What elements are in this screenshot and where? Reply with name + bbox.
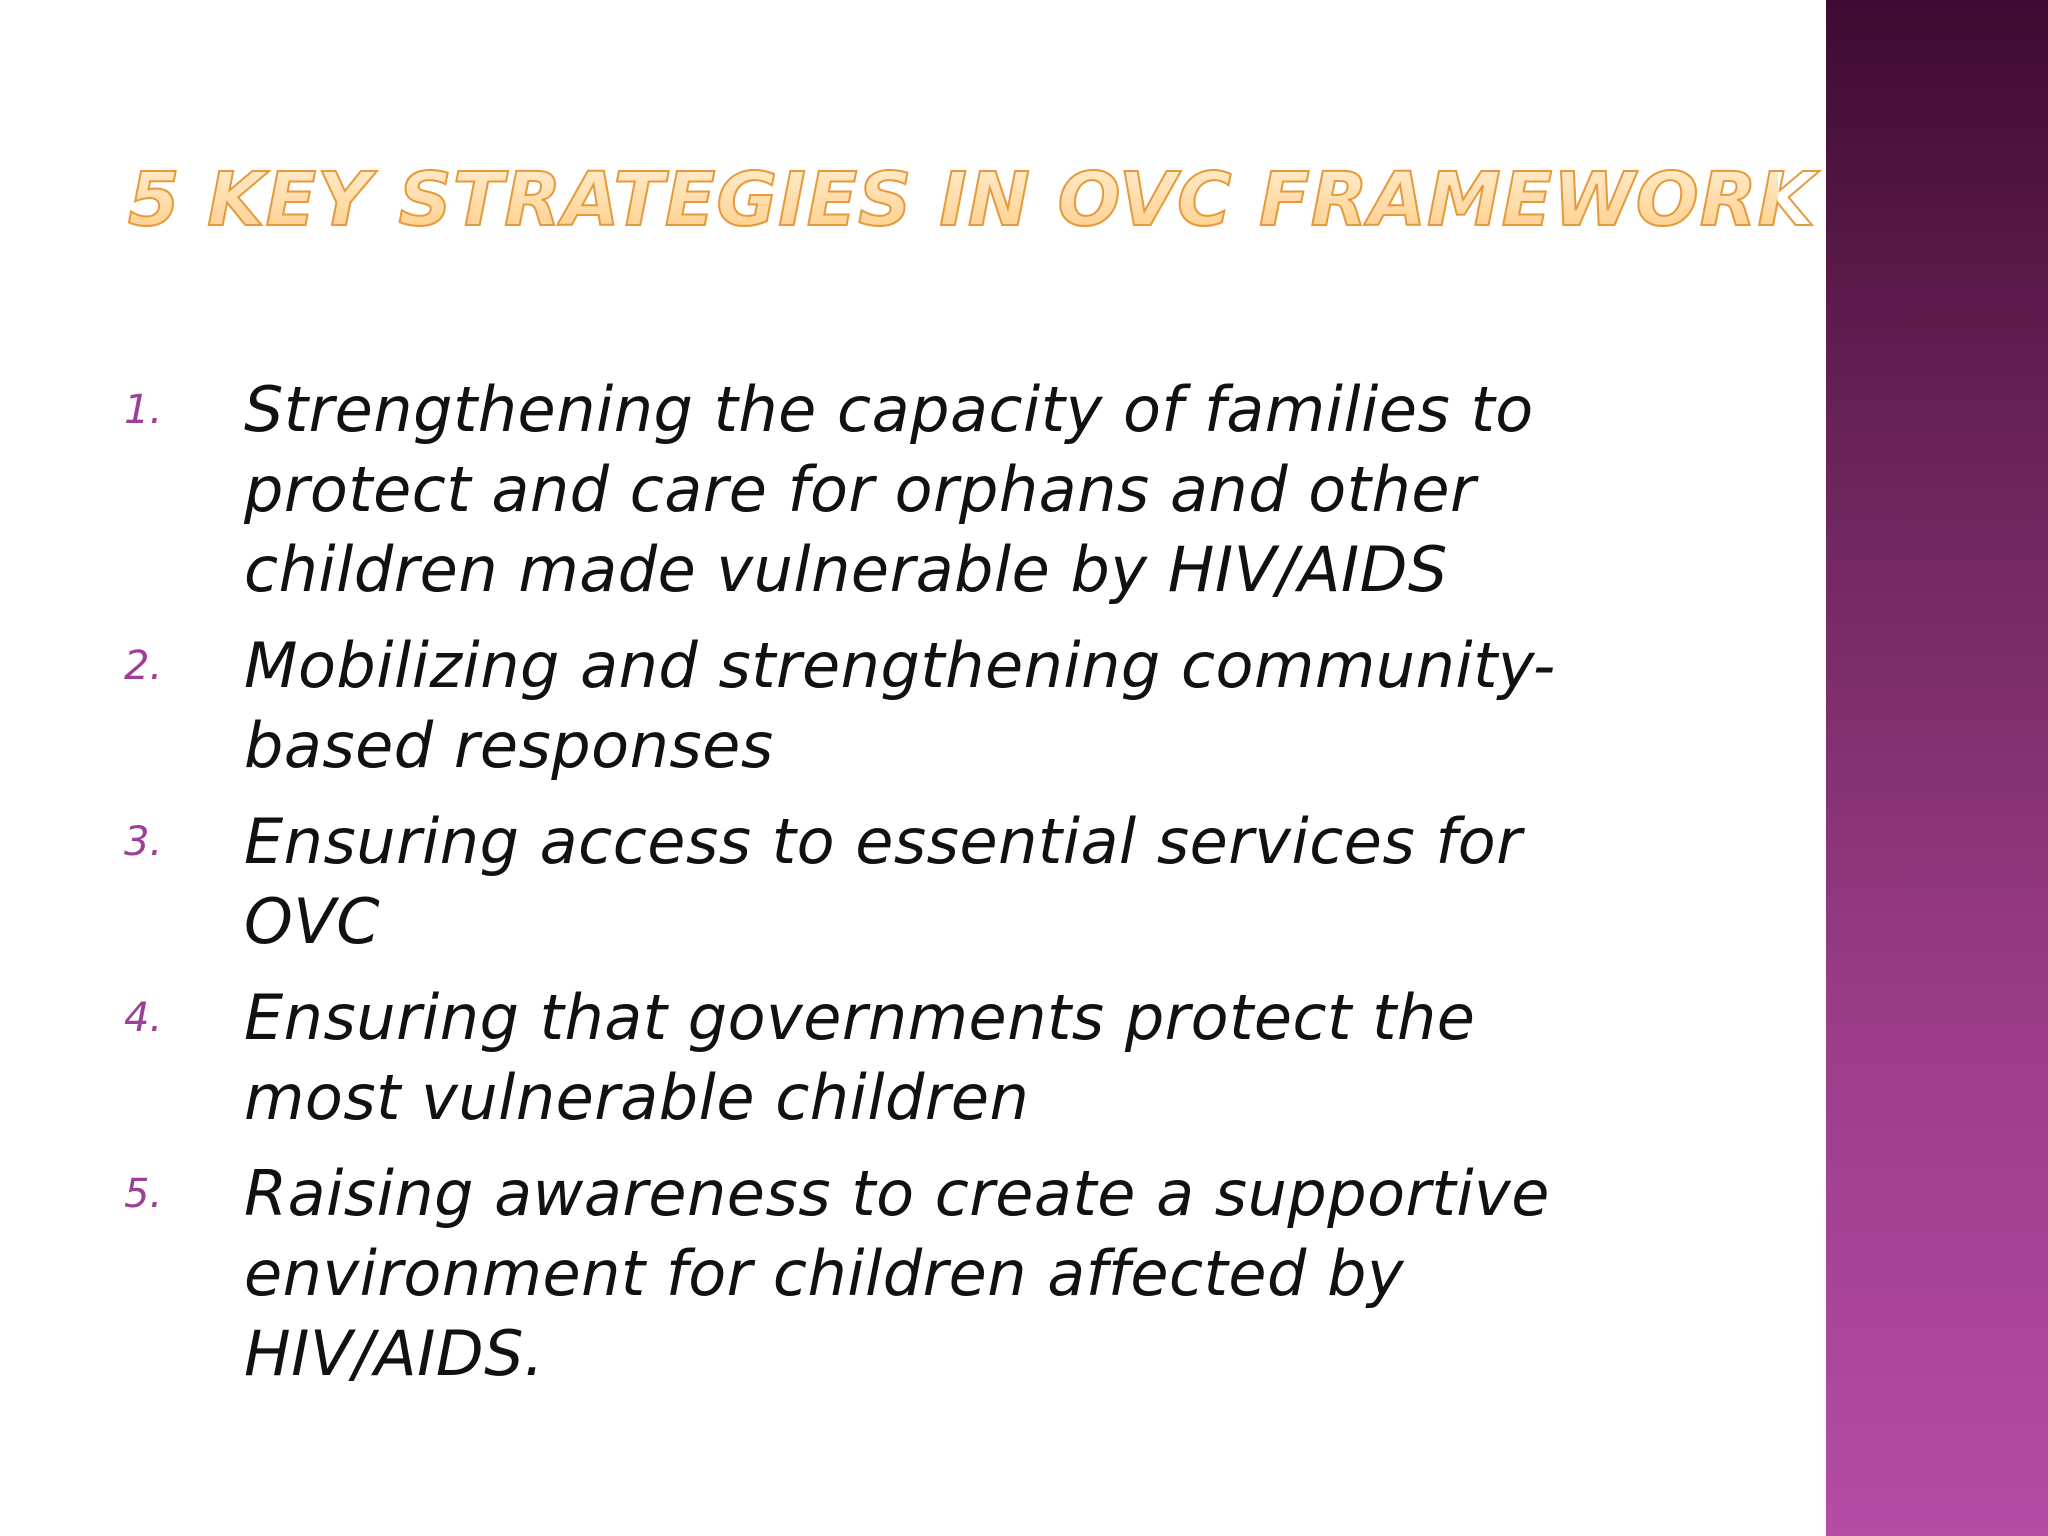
list-item bbox=[118, 802, 1638, 962]
list-item bbox=[118, 370, 1638, 610]
strategy-list bbox=[118, 370, 1638, 1410]
list-item-number: 3. bbox=[124, 819, 163, 865]
list-item bbox=[118, 626, 1638, 786]
list-item-number: 4. bbox=[124, 995, 163, 1041]
list-item bbox=[118, 1154, 1638, 1394]
list-item bbox=[118, 978, 1638, 1138]
list-item-number: 1. bbox=[124, 387, 163, 433]
list-item-text: Raising awareness to create a supportive environment for children affected by HIV/AIDS. bbox=[244, 1157, 1550, 1390]
list-item-text: Mobilizing and strengthening community-based responses bbox=[244, 629, 1556, 782]
side-decorative-band bbox=[1826, 0, 2048, 1536]
list-item-text: Ensuring access to essential services for OVC bbox=[244, 805, 1523, 958]
list-item-number: 5. bbox=[124, 1171, 163, 1217]
slide-title: 5 KEY STRATEGIES IN OVC FRAMEWORK bbox=[128, 150, 1778, 250]
list-item-text: Strengthening the capacity of families to protect and care for orphans and other children made vulnerable by HIV/AIDS bbox=[244, 373, 1534, 606]
list-item-text: Ensuring that governments protect the most vulnerable children bbox=[244, 981, 1476, 1134]
list-item-number: 2. bbox=[124, 643, 163, 689]
